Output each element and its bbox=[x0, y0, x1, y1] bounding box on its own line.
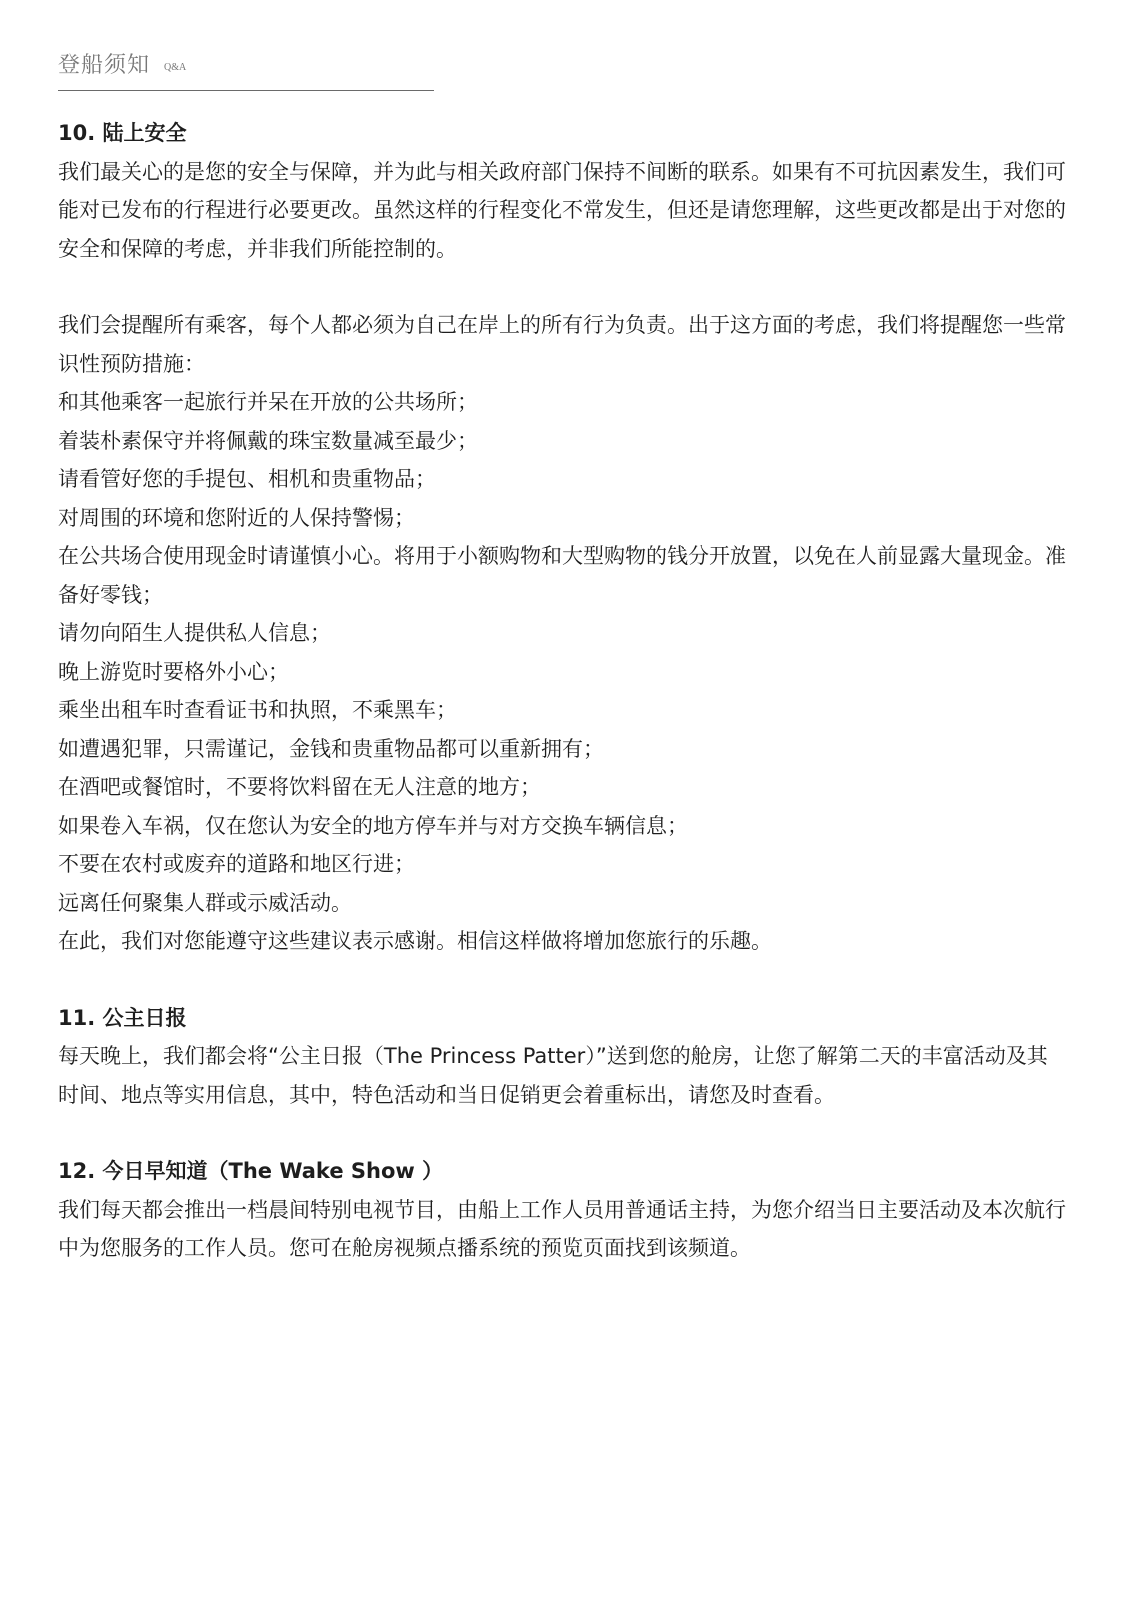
list-item: 在公共场合使用现金时请谨慎小心。将用于小额购物和大型购物的钱分开放置，以免在人前显露大量现金。准备好零钱； bbox=[58, 544, 1066, 607]
section-intro: 我们最关心的是您的安全与保障，并为此与相关政府部门保持不间断的联系。如果有不可抗因素发生，我们可能对已发布的行程进行必要更改。虽然这样的行程变化不常发生，但还是请您理解，这些更改都是出于对您的安全和保障的考虑，并非我们所能控制的。 bbox=[58, 159, 1066, 261]
list-item: 晚上游览时要格外小心； bbox=[58, 659, 289, 684]
list-item: 请勿向陌生人提供私人信息； bbox=[58, 621, 331, 645]
section-10-onshore-safety bbox=[58, 114, 1068, 961]
section-11-princess-patter bbox=[58, 999, 1068, 1115]
list-item: 远离任何聚集人群或示威活动。 bbox=[58, 890, 352, 915]
list-item: 着装朴素保守并将佩戴的珠宝数量减至最少； bbox=[58, 428, 478, 453]
list-item: 不要在农村或废弃的道路和地区行进； bbox=[58, 852, 415, 876]
list-item: 请看管好您的手提包、相机和贵重物品； bbox=[58, 467, 436, 491]
section-body: 每天晚上，我们都会将“公主日报（The Princess Patter）”送到您的舱房，让您了解第二天的丰富活动及其时间、地点等实用信息，其中，特色活动和当日促销更会着重标出，请您及时查看。 bbox=[58, 1044, 1048, 1107]
list-item: 对周围的环境和您附近的人保持警惕； bbox=[58, 505, 415, 530]
list-item: 和其他乘客一起旅行并呆在开放的公共场所； bbox=[58, 390, 478, 414]
section-12-wake-show bbox=[58, 1152, 1068, 1268]
section-title: 11. 公主日报 bbox=[58, 1005, 187, 1030]
list-item: 在酒吧或餐馆时，不要将饮料留在无人注意的地方； bbox=[58, 775, 541, 799]
section-title: 10. 陆上安全 bbox=[58, 121, 187, 145]
document-body bbox=[58, 114, 1068, 1268]
precaution-list bbox=[58, 383, 1068, 922]
list-item: 如遭遇犯罪，只需谨记，金钱和贵重物品都可以重新拥有； bbox=[58, 736, 604, 761]
section-closing: 在此，我们对您能遵守这些建议表示感谢。相信这样做将增加您旅行的乐趣。 bbox=[58, 929, 772, 953]
section-title: 12. 今日早知道（The Wake Show ） bbox=[58, 1159, 444, 1183]
section-body: 我们每天都会推出一档晨间特别电视节目，由船上工作人员用普通话主持，为您介绍当日主要活动及本次航行中为您服务的工作人员。您可在舱房视频点播系统的预览页面找到该频道。 bbox=[58, 1197, 1066, 1260]
list-item: 乘坐出租车时查看证书和执照，不乘黑车； bbox=[58, 698, 457, 722]
header-subtitle: Q&A bbox=[164, 62, 187, 73]
header-title: 登船须知 bbox=[58, 53, 151, 78]
list-item: 如果卷入车祸，仅在您认为安全的地方停车并与对方交换车辆信息； bbox=[58, 813, 688, 838]
page-header bbox=[58, 48, 434, 91]
section-reminder: 我们会提醒所有乘客，每个人都必须为自己在岸上的所有行为负责。出于这方面的考虑，我们将提醒您一些常识性预防措施： bbox=[58, 313, 1066, 376]
